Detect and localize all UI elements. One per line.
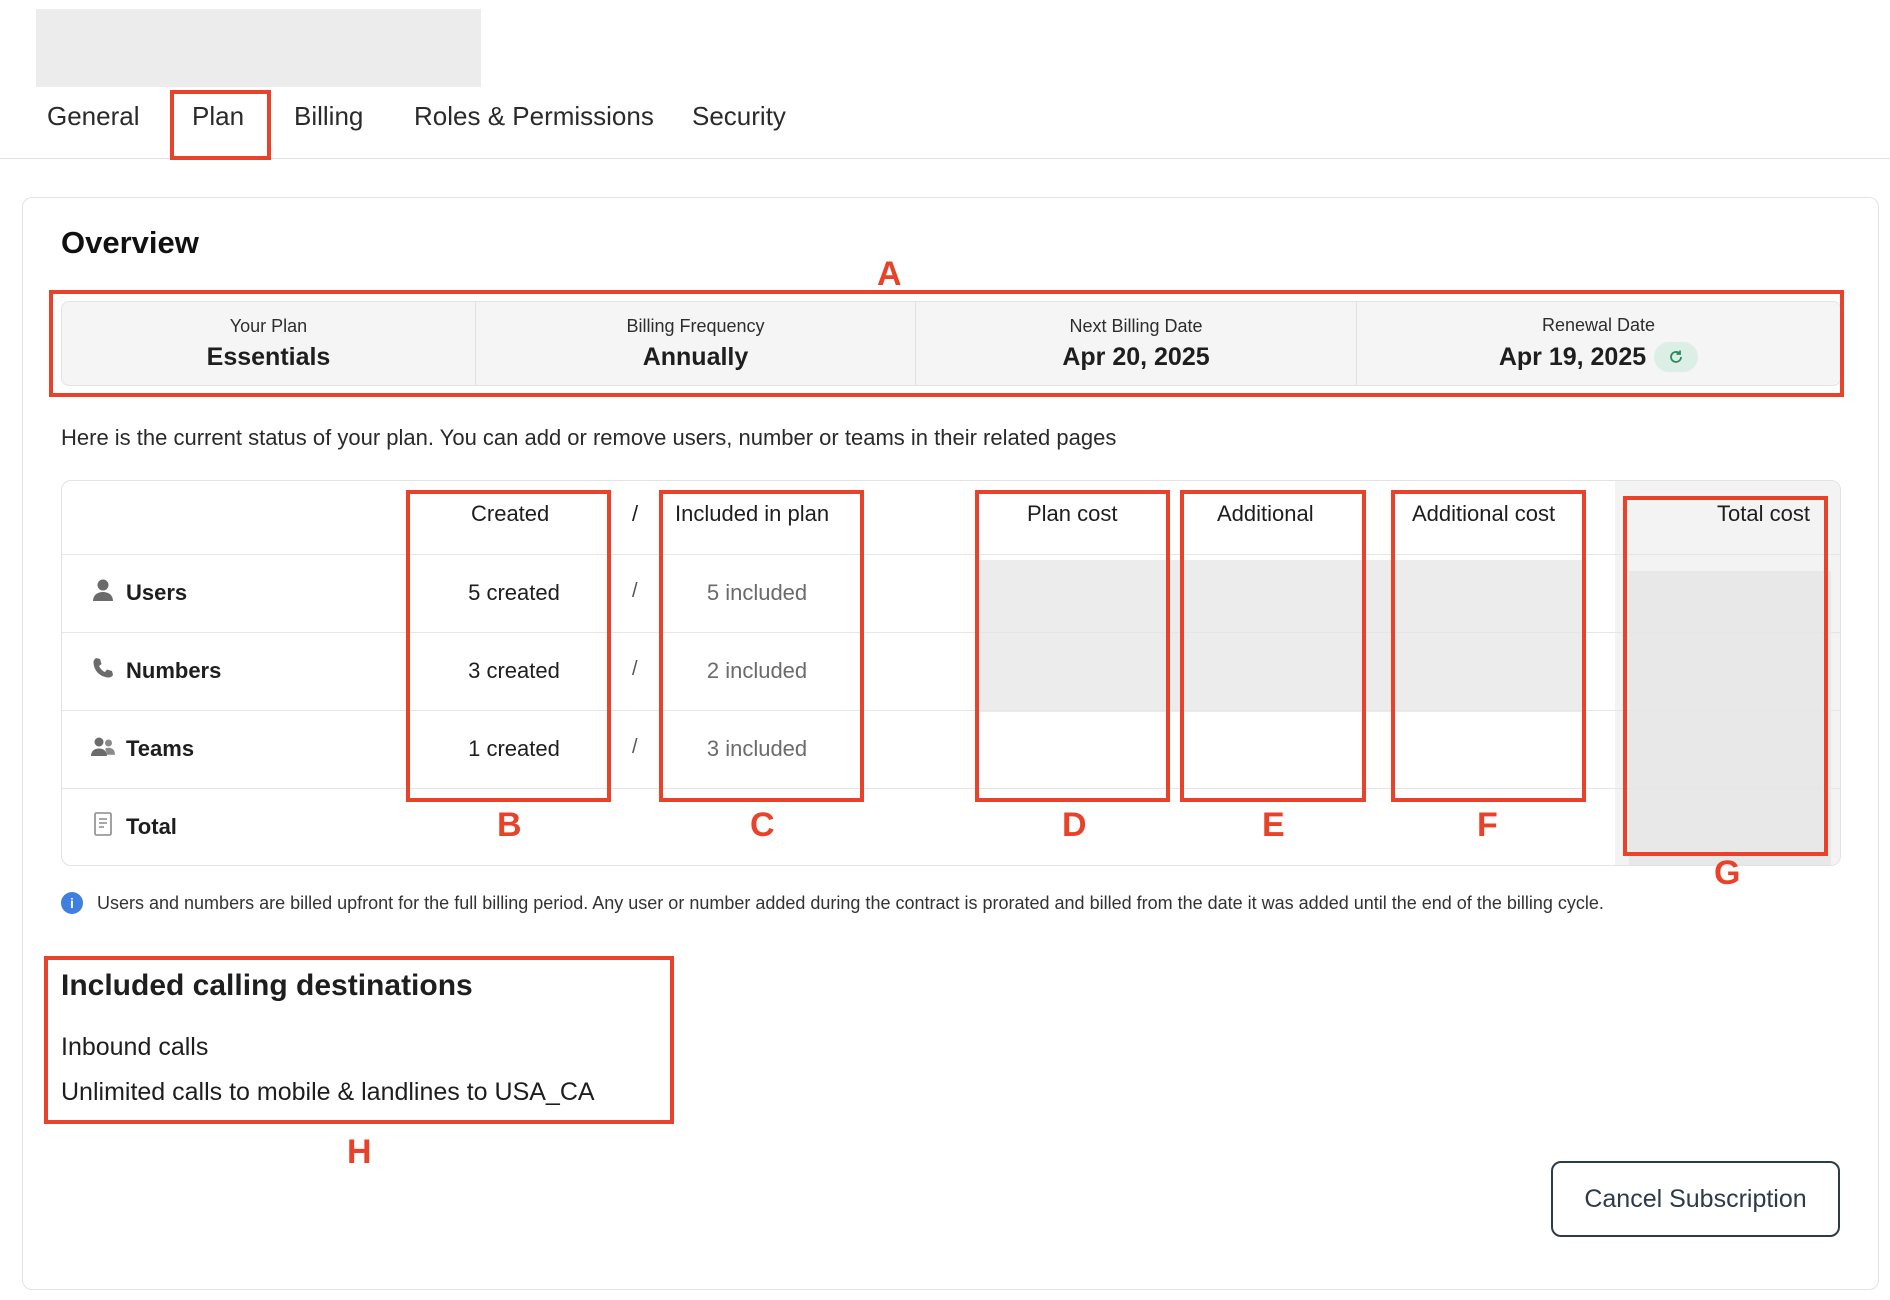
row-divider (62, 554, 1841, 555)
row-label-text: Total (126, 814, 177, 839)
users-included: 5 included (706, 580, 808, 605)
numbers-created: 3 created (468, 658, 560, 683)
summary-billing-frequency (476, 302, 916, 385)
teams-created: 1 created (468, 736, 560, 761)
info-note-text: Users and numbers are billed upfront for the full billing period. Any user or number added during the contract is prorated and billed from the date it was added until the end of the billing cycle. (97, 892, 1604, 913)
summary-label: Billing Frequency (626, 315, 765, 336)
summary-value: Essentials (206, 342, 331, 371)
row-separator: / (632, 658, 638, 680)
total-cost-placeholder (1629, 571, 1831, 866)
annotation-label-g: G (1714, 854, 1741, 892)
teams-included: 3 included (706, 736, 808, 761)
header-additional: Additional (1217, 501, 1314, 526)
annotation-label-f: F (1477, 806, 1498, 844)
summary-next-billing-date (916, 302, 1357, 385)
header-total-cost: Total cost (1717, 501, 1810, 526)
calling-destination-item: Unlimited calls to mobile & landlines to USA_CA (61, 1078, 595, 1106)
row-label-text: Users (126, 580, 188, 605)
header-separator: / (632, 501, 639, 526)
row-separator: / (632, 580, 638, 602)
summary-your-plan (62, 302, 476, 385)
logo-placeholder (36, 9, 481, 87)
calling-destinations-title: Included calling destinations (61, 969, 473, 1002)
row-divider (62, 710, 1841, 711)
tab-roles-permissions[interactable]: Roles & Permissions (414, 101, 654, 131)
row-label-text: Teams (126, 736, 195, 761)
tab-billing[interactable]: Billing (294, 101, 364, 131)
annotation-label-d: D (1062, 806, 1087, 844)
summary-label: Next Billing Date (1069, 315, 1203, 336)
row-separator: / (632, 736, 638, 758)
annotation-label-c: C (750, 806, 775, 844)
tab-security[interactable]: Security (692, 101, 786, 131)
annotation-label-e: E (1262, 806, 1285, 844)
user-icon (90, 577, 116, 609)
annotation-label-a: A (877, 255, 902, 293)
cancel-subscription-button[interactable]: Cancel Subscription (1551, 1161, 1840, 1237)
calling-destination-item: Inbound calls (61, 1033, 209, 1061)
header-additional-cost: Additional cost (1412, 501, 1556, 526)
summary-value: Apr 20, 2025 (1062, 342, 1210, 371)
cost-placeholder-block (979, 560, 1585, 712)
phone-icon (90, 655, 116, 687)
tab-general[interactable]: General (47, 101, 140, 131)
header-plan-cost: Plan cost (1027, 501, 1118, 526)
plan-summary (61, 301, 1841, 386)
row-users (90, 577, 187, 609)
row-divider (62, 632, 1841, 633)
billing-info-note (61, 892, 1604, 914)
summary-label: Your Plan (229, 315, 308, 336)
summary-renewal-date (1357, 302, 1840, 385)
row-total (90, 811, 177, 843)
header-included: Included in plan (675, 501, 830, 526)
users-created: 5 created (468, 580, 560, 605)
refresh-icon[interactable] (1654, 342, 1698, 372)
team-icon (90, 733, 116, 765)
numbers-included: 2 included (706, 658, 808, 683)
overview-title: Overview (61, 225, 199, 260)
summary-value: Annually (642, 342, 749, 371)
renewal-date-value: Apr 19, 2025 (1498, 342, 1647, 371)
summary-value (1499, 342, 1698, 372)
row-divider (62, 788, 1841, 789)
row-numbers (90, 655, 221, 687)
annotation-label-b: B (497, 806, 522, 844)
row-teams (90, 733, 194, 765)
summary-label: Renewal Date (1541, 315, 1656, 335)
usage-table (61, 480, 1841, 866)
info-icon: i (61, 892, 83, 914)
row-label-text: Numbers (126, 658, 222, 683)
tab-plan[interactable]: Plan (192, 101, 245, 131)
tab-bar (0, 87, 1890, 159)
header-created: Created (471, 501, 550, 526)
plan-status-text: Here is the current status of your plan. You can add or remove users, number or teams in their related pages (61, 425, 1117, 450)
annotation-label-h: H (347, 1133, 372, 1171)
receipt-icon (90, 811, 116, 843)
